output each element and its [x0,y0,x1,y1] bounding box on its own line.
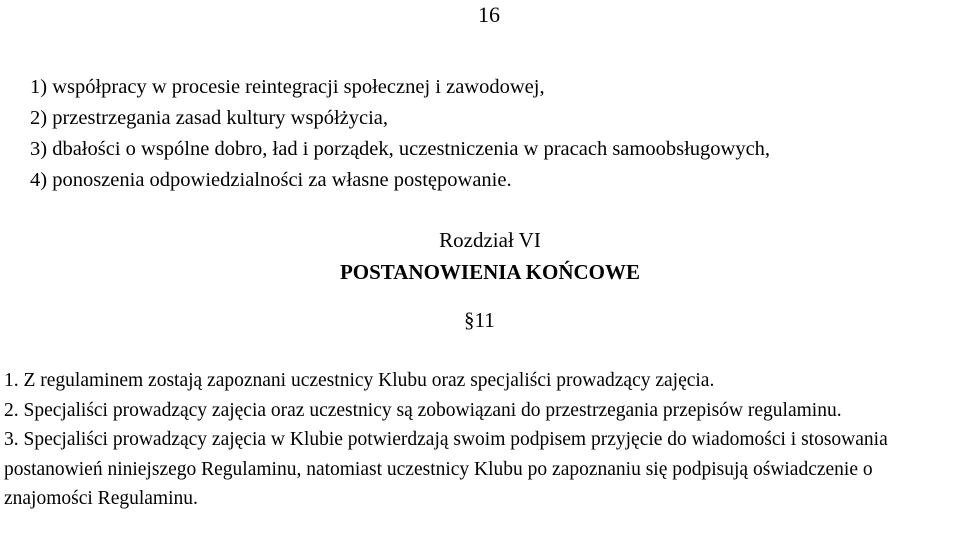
list-item: 2) przestrzegania zasad kultury współżycia, [30,107,389,129]
rule-paragraph: 3. Specjaliści prowadzący zajęcia w Klubie potwierdzają swoim podpisem przyjęcie do wiadomości i stosowania postanowień niniejszego Regulaminu, natomiast uczestnicy Klubu po zapoznaniu się podpisują oświadczenie o znajomości Regulaminu. [4,429,888,509]
chapter-title: POSTANOWIENIA KOŃCOWE [339,260,641,284]
obligations-list [30,72,950,196]
chapter-heading [0,224,960,288]
chapter-number: Rozdział VI [439,228,541,252]
final-provisions [4,366,954,514]
list-item: 4) ponoszenia odpowiedzialności za własne postępowanie. [30,169,512,191]
section-number: §11 [464,308,495,332]
rule-paragraph: 2. Specjaliści prowadzący zajęcia oraz uczestnicy są zobowiązani do przestrzegania przepisów regulaminu. [4,399,842,421]
list-item: 3) dbałości o wspólne dobro, ład i porządek, uczestniczenia w pracach samoobsługowych, [30,138,771,160]
rule-paragraph: 1. Z regulaminem zostają zapoznani uczestnicy Klubu oraz specjaliści prowadzący zajęcia. [4,370,715,391]
page-number: 16 [478,2,500,27]
list-item: 1) współpracy w procesie reintegracji społecznej i zawodowej, [30,76,545,98]
